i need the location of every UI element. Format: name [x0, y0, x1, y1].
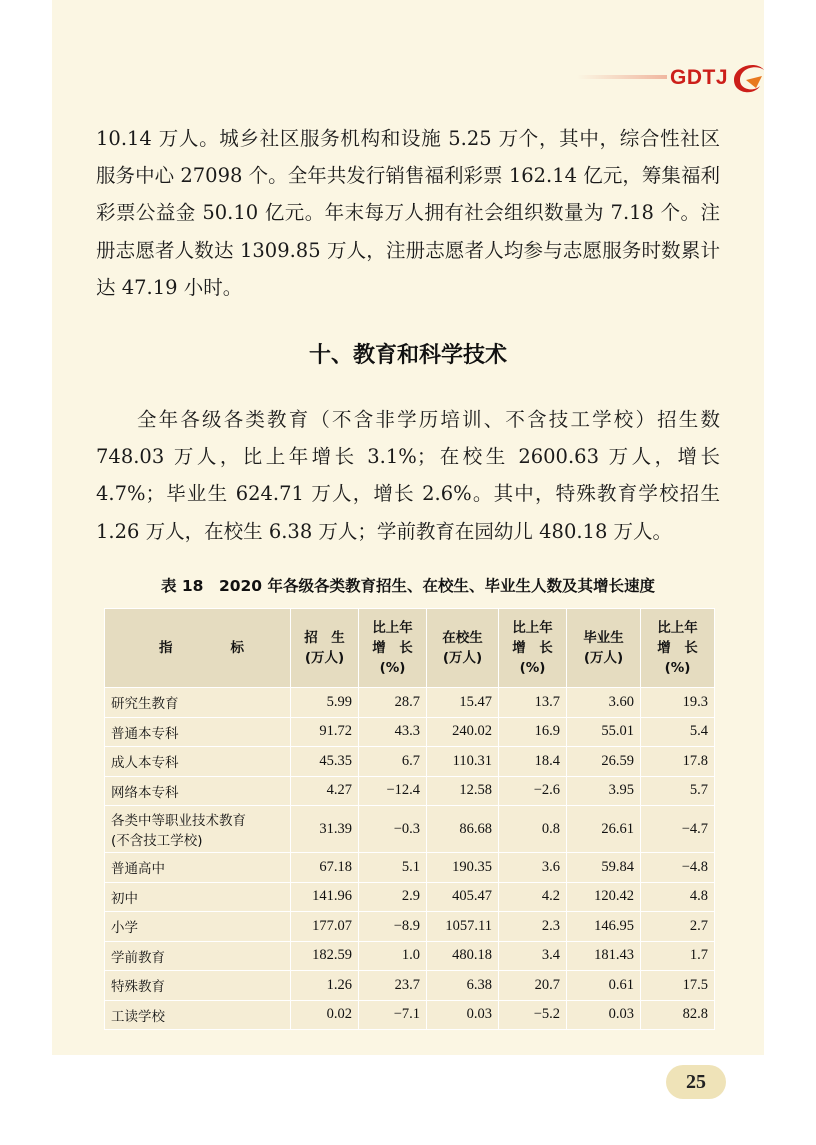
- table-row: [105, 853, 715, 883]
- cell-g2: −5.2: [499, 1000, 567, 1030]
- cell-g1: 23.7: [359, 971, 427, 1001]
- row-label: 特殊教育: [105, 971, 291, 1001]
- cell-g3: 19.3: [641, 688, 715, 718]
- table-row: [105, 882, 715, 912]
- cell-g1: 28.7: [359, 688, 427, 718]
- cell-students: 110.31: [427, 747, 499, 777]
- cell-grads: 0.61: [567, 971, 641, 1001]
- cell-g2: 20.7: [499, 971, 567, 1001]
- gdtj-logo: [622, 58, 772, 98]
- table-header-row: [105, 609, 715, 688]
- cell-students: 480.18: [427, 941, 499, 971]
- cell-students: 86.68: [427, 806, 499, 853]
- cell-g3: 82.8: [641, 1000, 715, 1030]
- cell-g3: 5.4: [641, 717, 715, 747]
- row-label: 小学: [105, 912, 291, 942]
- cell-grads: 3.60: [567, 688, 641, 718]
- cell-g3: 5.7: [641, 776, 715, 806]
- cell-g3: 1.7: [641, 941, 715, 971]
- cell-students: 240.02: [427, 717, 499, 747]
- row-label: 初中: [105, 882, 291, 912]
- paragraph-education: 全年各级各类教育（不含非学历培训、不含技工学校）招生数 748.03 万人，比上年增长 3.1%；在校生 2600.63 万人，增长 4.7%；毕业生 624.71 万人，增长 2.6%。其中，特殊教育学校招生 1.26 万人，在校生 6.38 万人；学前教育在园幼儿 480.18 万人。: [96, 408, 720, 543]
- header-indicator: 指 标: [105, 609, 291, 688]
- row-label: 普通本专科: [105, 717, 291, 747]
- cell-g2: 16.9: [499, 717, 567, 747]
- cell-g3: −4.7: [641, 806, 715, 853]
- header-students: 在校生 (万人): [427, 609, 499, 688]
- cell-enroll: 182.59: [291, 941, 359, 971]
- table-row: [105, 1000, 715, 1030]
- row-label: 各类中等职业技术教育 (不含技工学校): [105, 806, 291, 853]
- cell-enroll: 0.02: [291, 1000, 359, 1030]
- cell-grads: 55.01: [567, 717, 641, 747]
- cell-grads: 181.43: [567, 941, 641, 971]
- cell-g1: 5.1: [359, 853, 427, 883]
- table-row: [105, 688, 715, 718]
- cell-g3: 4.8: [641, 882, 715, 912]
- header-graduates: 毕业生 (万人): [567, 609, 641, 688]
- header-enrollment-growth: 比上年 增 长 (%): [359, 609, 427, 688]
- cell-students: 15.47: [427, 688, 499, 718]
- cell-g3: 2.7: [641, 912, 715, 942]
- cell-grads: 59.84: [567, 853, 641, 883]
- section-title: 十、教育和科学技术: [308, 343, 507, 368]
- cell-g2: 2.3: [499, 912, 567, 942]
- table-row: [105, 776, 715, 806]
- cell-enroll: 177.07: [291, 912, 359, 942]
- row-label: 工读学校: [105, 1000, 291, 1030]
- table-row: [105, 941, 715, 971]
- cell-students: 12.58: [427, 776, 499, 806]
- cell-students: 1057.11: [427, 912, 499, 942]
- cell-enroll: 4.27: [291, 776, 359, 806]
- cell-g3: −4.8: [641, 853, 715, 883]
- table-caption: 表 18 2020 年各级各类教育招生、在校生、毕业生人数及其增长速度: [160, 577, 655, 595]
- cell-students: 0.03: [427, 1000, 499, 1030]
- logo-swoosh-icon: [726, 58, 770, 98]
- cell-enroll: 31.39: [291, 806, 359, 853]
- cell-g2: −2.6: [499, 776, 567, 806]
- cell-g2: 13.7: [499, 688, 567, 718]
- cell-grads: 146.95: [567, 912, 641, 942]
- paragraph-social-services: 10.14 万人。城乡社区服务机构和设施 5.25 万个，其中，综合性社区服务中心 27098 个。全年共发行销售福利彩票 162.14 亿元，筹集福利彩票公益金 50.10 亿元。年末每万人拥有社会组织数量为 7.18 个。注册志愿者人数达 1309.85 万人，注册志愿者人均参与志愿服务时数累计达 47.19 小时。: [96, 127, 720, 299]
- cell-grads: 120.42: [567, 882, 641, 912]
- cell-grads: 26.61: [567, 806, 641, 853]
- logo-gradient-bar: [577, 75, 667, 79]
- page-number: 25: [666, 1065, 726, 1099]
- cell-g1: 43.3: [359, 717, 427, 747]
- cell-enroll: 141.96: [291, 882, 359, 912]
- cell-students: 405.47: [427, 882, 499, 912]
- table-row: [105, 747, 715, 777]
- table-row: [105, 912, 715, 942]
- row-label: 网络本专科: [105, 776, 291, 806]
- cell-g2: 0.8: [499, 806, 567, 853]
- cell-grads: 26.59: [567, 747, 641, 777]
- row-label: 研究生教育: [105, 688, 291, 718]
- cell-enroll: 1.26: [291, 971, 359, 1001]
- table-row: [105, 717, 715, 747]
- header-enrollment: 招 生 (万人): [291, 609, 359, 688]
- header-students-growth: 比上年 增 长 (%): [499, 609, 567, 688]
- cell-g2: 3.4: [499, 941, 567, 971]
- cell-g2: 18.4: [499, 747, 567, 777]
- cell-g1: 6.7: [359, 747, 427, 777]
- cell-g1: 2.9: [359, 882, 427, 912]
- row-label: 普通高中: [105, 853, 291, 883]
- education-table: [104, 608, 715, 1030]
- cell-enroll: 45.35: [291, 747, 359, 777]
- table-body: [105, 688, 715, 1030]
- table-row: [105, 806, 715, 853]
- header-graduates-growth: 比上年 增 长 (%): [641, 609, 715, 688]
- cell-students: 6.38: [427, 971, 499, 1001]
- logo-text: GDTJ: [670, 66, 729, 89]
- cell-enroll: 67.18: [291, 853, 359, 883]
- cell-g2: 3.6: [499, 853, 567, 883]
- cell-g1: −7.1: [359, 1000, 427, 1030]
- cell-g1: −8.9: [359, 912, 427, 942]
- cell-grads: 0.03: [567, 1000, 641, 1030]
- cell-g3: 17.8: [641, 747, 715, 777]
- table-row: [105, 971, 715, 1001]
- cell-students: 190.35: [427, 853, 499, 883]
- cell-grads: 3.95: [567, 776, 641, 806]
- cell-g3: 17.5: [641, 971, 715, 1001]
- cell-g2: 4.2: [499, 882, 567, 912]
- cell-enroll: 91.72: [291, 717, 359, 747]
- cell-enroll: 5.99: [291, 688, 359, 718]
- row-label: 学前教育: [105, 941, 291, 971]
- cell-g1: −0.3: [359, 806, 427, 853]
- cell-g1: −12.4: [359, 776, 427, 806]
- cell-g1: 1.0: [359, 941, 427, 971]
- row-label: 成人本专科: [105, 747, 291, 777]
